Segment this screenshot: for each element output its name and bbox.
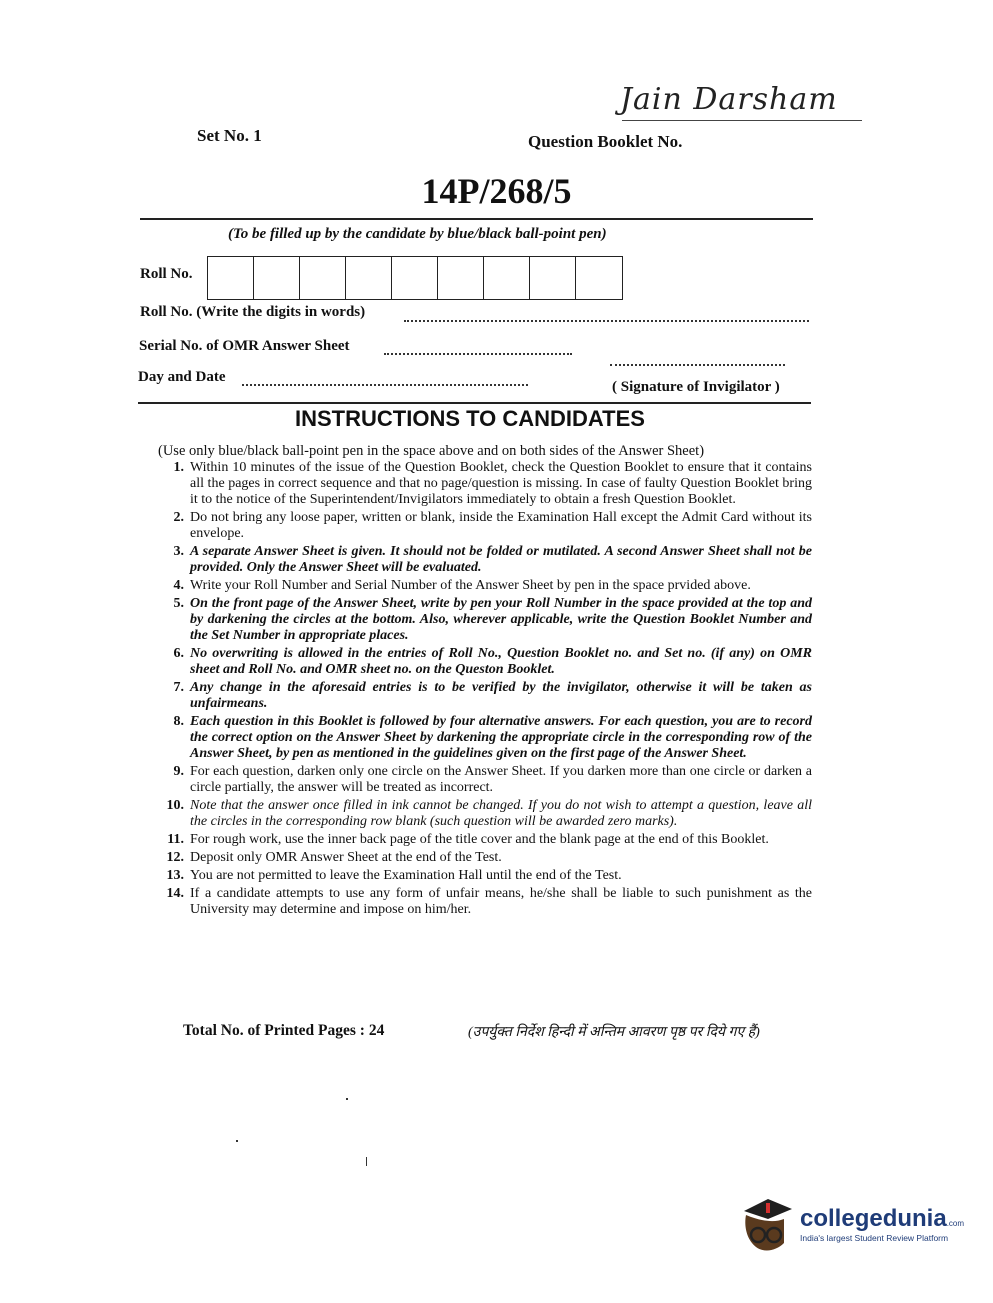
instruction-text: If a candidate attempts to use any form of unfair means, he/she shall be liable to such punishment as the University may determine and impose on him/her. — [190, 886, 812, 917]
instruction-number: 14. — [166, 886, 184, 901]
mascot-icon — [738, 1195, 794, 1255]
roll-no-words-field[interactable] — [404, 320, 809, 322]
instruction-text: Write your Roll Number and Serial Number of the Answer Sheet by pen in the space prvided above. — [190, 578, 751, 593]
instruction-text: Each question in this Booklet is followed by four alternative answers. For each question, you are to record the correct option on the Answer Sheet by darkening the appropriate circle in the corresponding row of the Answer Sheet, by pen as mentioned in the guidelines given on the first page of the Answer Sheet. — [190, 714, 812, 761]
instruction-number: 1. — [173, 460, 184, 475]
instruction-item — [152, 680, 812, 712]
instruction-number: 3. — [173, 544, 184, 559]
instruction-number: 7. — [173, 680, 184, 695]
collegedunia-logo — [738, 1195, 964, 1255]
logo-brand: collegedunia — [800, 1205, 947, 1232]
instructions-list — [152, 460, 812, 920]
omr-serial-field[interactable] — [384, 353, 572, 355]
instruction-number: 10. — [166, 798, 184, 813]
instruction-text: Any change in the aforesaid entries is to be verified by the invigilator, otherwise it will be taken as unfairmeans. — [190, 680, 812, 711]
roll-no-words-label: Roll No. (Write the digits in words) — [140, 304, 366, 320]
instruction-item — [152, 850, 812, 866]
instruction-text: You are not permitted to leave the Examination Hall until the end of the Test. — [190, 868, 622, 883]
day-date-field[interactable] — [242, 384, 528, 386]
instruction-number: 6. — [173, 646, 184, 661]
top-divider — [140, 218, 813, 220]
instruction-text: Deposit only OMR Answer Sheet at the end of the Test. — [190, 850, 502, 865]
instruction-number: 11. — [167, 832, 184, 847]
instruction-number: 2. — [173, 510, 184, 525]
instruction-text: No overwriting is allowed in the entries of Roll No., Question Booklet no. and Set no. (if any) on OMR sheet and Roll No. and OMR sheet no. on the Queston Booklet. — [190, 646, 812, 677]
instruction-item — [152, 798, 812, 830]
instruction-text: For each question, darken only one circle on the Answer Sheet. If you darken more than one circle or darken a circle partially, the answer will be treated as incorrect. — [190, 764, 812, 795]
roll-no-label: Roll No. — [140, 266, 193, 282]
instruction-number: 4. — [173, 578, 184, 593]
instruction-number: 9. — [173, 764, 184, 779]
instruction-text: Note that the answer once filled in ink cannot be changed. If you do not wish to attempt a question, leave all the circles in the corresponding row blank (such question will be awarded zero marks). — [190, 798, 812, 829]
omr-serial-label: Serial No. of OMR Answer Sheet — [139, 338, 350, 354]
instructions-subnote: (Use only blue/black ball-point pen in the space above and on both sides of the Answer Sheet) — [158, 443, 705, 459]
hindi-note: (उपर्युक्त निर्देश हिन्दी में अन्तिम आवरण पृष्ठ पर दिये गए हैं) — [468, 1025, 760, 1040]
instruction-item — [152, 714, 812, 762]
instruction-item — [152, 832, 812, 848]
scan-speck — [236, 1140, 238, 1142]
paper-code: 14P/268/5 — [421, 171, 572, 211]
instruction-text: A separate Answer Sheet is given. It should not be folded or mutilated. A second Answer Sheet shall not be provided. Only the Answer Sheet will be evaluated. — [190, 544, 812, 575]
scan-speck — [366, 1157, 367, 1166]
instruction-item — [152, 596, 812, 644]
instruction-item — [152, 764, 812, 796]
day-date-label: Day and Date — [138, 369, 226, 385]
question-booklet-no-label: Question Booklet No. — [528, 132, 683, 151]
instruction-text: On the front page of the Answer Sheet, write by pen your Roll Number in the space provided at the top and by darkening the circles at the bottom. Also, wherever applicable, write the Question Booklet Number and the Set Number in appropriate places. — [190, 596, 812, 643]
instruction-text: Do not bring any loose paper, written or blank, inside the Examination Hall except the Admit Card without its envelope. — [190, 510, 812, 541]
fill-instruction: (To be filled up by the candidate by blue/black ball-point pen) — [228, 226, 607, 242]
instruction-item — [152, 578, 812, 594]
form-bottom-divider — [138, 402, 811, 404]
handwritten-name: Jain Darsham — [620, 82, 838, 117]
set-number: Set No. 1 — [197, 126, 262, 145]
instruction-number: 12. — [166, 850, 184, 865]
logo-tagline: India's largest Student Review Platform — [800, 1233, 949, 1243]
invigilator-signature-label: ( Signature of Invigilator ) — [612, 379, 780, 395]
instruction-number: 13. — [166, 868, 184, 883]
instruction-item — [152, 544, 812, 576]
scan-speck — [346, 1098, 348, 1100]
instruction-item — [152, 460, 812, 508]
instruction-item — [152, 868, 812, 884]
logo-suffix: .com — [946, 1219, 965, 1228]
instruction-item — [152, 646, 812, 678]
instruction-text: Within 10 minutes of the issue of the Question Booklet, check the Question Booklet to ensure that it contains all the pages in correct sequence and that no page/question is missing. In case of faulty Question Booklet bring it to the notice of the Superintendent/Invigilators immediately to obtain a fresh Question Booklet. — [190, 460, 812, 507]
instruction-item — [152, 886, 812, 918]
roll-no-boxes[interactable] — [207, 256, 623, 300]
handwriting-underline — [622, 120, 862, 121]
instruction-text: For rough work, use the inner back page of the title cover and the blank page at the end of this Booklet. — [190, 832, 769, 847]
instruction-number: 5. — [173, 596, 184, 611]
total-pages: Total No. of Printed Pages : 24 — [183, 1022, 385, 1039]
invigilator-signature-field[interactable] — [610, 364, 785, 366]
instruction-item — [152, 510, 812, 542]
instructions-title: INSTRUCTIONS TO CANDIDATES — [295, 406, 645, 431]
instruction-number: 8. — [173, 714, 184, 729]
